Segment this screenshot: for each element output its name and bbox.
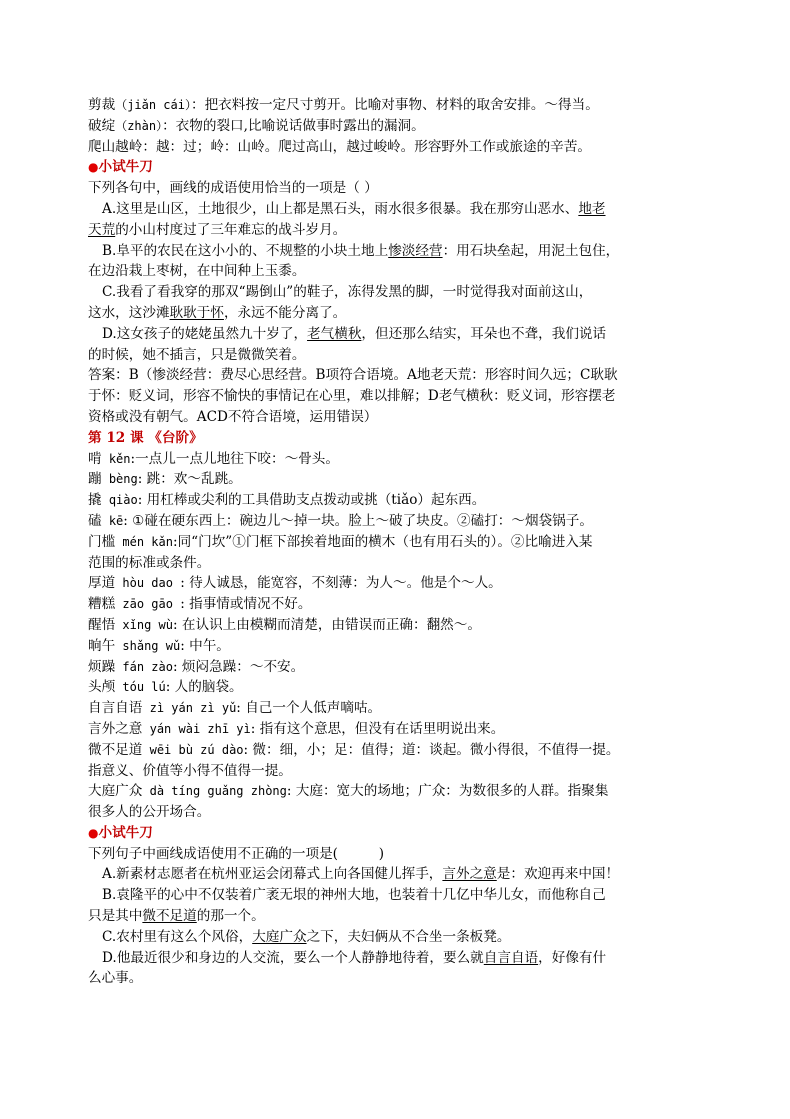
term-menkan-cont: 范围的标准或条件。 xyxy=(88,554,211,571)
quiz1-option-a-cont: 天荒的小山村度过了三年难忘的战斗岁月。 xyxy=(88,221,347,238)
underlined-idiom: 言外之意 xyxy=(442,866,497,883)
underlined-idiom: 自言自语 xyxy=(483,949,539,966)
lesson12-heading: 第 12 课 《台阶》 xyxy=(88,429,203,446)
quiz2-option-c: C.农村里有这么个风俗，大庭广众之下，夫妇俩从不合坐一条板凳。 xyxy=(102,928,511,945)
underlined-idiom: 天荒 xyxy=(88,221,116,238)
quiz1-option-b: B.阜平的农民在这小小的、不规整的小块土地上惨淡经营：用石块垒起，用泥土包住， xyxy=(102,242,620,259)
term-pashanyueling: 爬山越岭：越：过；岭：山岭。爬过高山，越过峻岭。形容野外工作或旅途的辛苦。 xyxy=(88,138,591,155)
term-datingguangzhong: 大庭广众 dà tíng guǎng zhòng: 大庭：宽大的场地；广众：为数很多的人群。指聚集 xyxy=(88,783,609,800)
quiz2-option-a: A.新素材志愿者在杭州亚运会闭幕式上向各国健儿挥手，言外之意是：欢迎再来中国！ xyxy=(102,866,620,883)
document-page xyxy=(88,95,718,989)
underlined-idiom: 耿耿于怀 xyxy=(169,304,224,321)
underlined-idiom: 惨淡经营 xyxy=(388,242,443,259)
red-dot-icon: ● xyxy=(88,825,99,840)
underlined-idiom: 微不足道 xyxy=(142,908,197,925)
term-houdao: 厚道 hòu dao : 待人诚恳，能宽容，不刻薄：为人～。他是个～人。 xyxy=(88,575,502,592)
term-ken: 啃 kěn:一点儿一点儿地往下咬：～骨头。 xyxy=(88,450,339,467)
quiz1-question: 下列各句中，画线的成语使用恰当的一项是（ ） xyxy=(88,180,378,197)
quiz1-option-d-cont: 的时候，她不插言，只是微微笑着。 xyxy=(88,346,306,363)
term-datingguangzhong-cont: 很多人的公开场合。 xyxy=(88,804,211,821)
quiz2-question: 下列句子中画线成语使用不正确的一项是( ) xyxy=(88,845,385,862)
underlined-idiom: 地老 xyxy=(578,200,606,217)
quiz1-answer-line-3: 资格或没有朝气。ACD不符合语境，运用错误） xyxy=(88,408,378,425)
term-xingwu: 醒悟 xǐng wù: 在认识上由模糊而清楚，由错误而正确：翻然～。 xyxy=(88,616,481,633)
term-qiao: 撬 qiào: 用杠棒或尖利的工具借助支点拨动或挑（tiǎo）起东西。 xyxy=(88,492,486,509)
quiz1-option-a: A.这里是山区，土地很少，山上都是黑石头，雨水很多很暴。我在那穷山恶水、地老 xyxy=(102,200,606,217)
quiz1-heading: ●小试牛刀 xyxy=(88,159,153,176)
quiz2-option-b: B.袁隆平的心中不仅装着广袤无垠的神州大地，也装着十几亿中华儿女，而他称自己 xyxy=(102,887,606,904)
term-beng: 蹦 bèng: 跳：欢～乱跳。 xyxy=(88,471,242,488)
underlined-idiom: 大庭广众 xyxy=(252,928,307,945)
red-dot-icon: ● xyxy=(88,160,99,175)
quiz1-option-b-cont: 在边沿栽上枣树，在中间种上玉黍。 xyxy=(88,263,306,280)
term-jiancai: 剪裁（jiǎn cái）：把衣料按一定尺寸剪开。比喻对事物、材料的取舍安排。～得当。 xyxy=(88,97,599,113)
term-weibuzudao-cont: 指意义、价值等小得不值得一提。 xyxy=(88,762,292,779)
quiz2-heading: ●小试牛刀 xyxy=(88,824,153,841)
term-weibuzudao: 微不足道 wēi bù zú dào: 微：细，小；足：值得；道：谈起。微小得很，不值得一提。 xyxy=(88,741,620,758)
quiz2-option-d: D.他最近很少和身边的人交流，要么一个人静静地待着，要么就自言自语，好像有什 xyxy=(102,949,607,966)
quiz1-option-c-cont: 这水，这沙滩耿耿于怀，永远不能分离了。 xyxy=(88,304,347,321)
quiz2-option-b-cont: 只是其中微不足道的那一个。 xyxy=(88,908,265,925)
quiz1-option-c: C.我看了看我穿的那双“踢倒山”的鞋子，冻得发黑的脚，一时觉得我对面前这山， xyxy=(102,284,593,301)
term-yanwaizhiyi: 言外之意 yán wài zhī yì: 指有这个意思，但没有在话里明说出来。 xyxy=(88,720,505,737)
term-ke: 磕 kē: ①碰在硬东西上：碗边儿～掉一块。脸上～破了块皮。②磕打：～烟袋锅子。 xyxy=(88,512,593,529)
quiz1-answer-line-1: 答案：B（惨淡经营：费尽心思经营。B项符合语境。A地老天荒：形容时间久远；C耿耿 xyxy=(88,367,618,384)
term-fanzao: 烦躁 fán zào: 烦闷急躁：～不安。 xyxy=(88,658,305,675)
quiz2-option-d-cont: 么心事。 xyxy=(88,970,143,987)
term-zaogao: 糟糕 zāo gāo : 指事情或情况不好。 xyxy=(88,596,312,613)
term-pozhan: 破绽（zhàn）：衣物的裂口,比喻说话做事时露出的漏洞。 xyxy=(88,117,425,134)
underlined-idiom: 老气横秋 xyxy=(307,325,362,342)
quiz1-option-d: D.这女孩子的姥姥虽然九十岁了，老气横秋，但还那么结实，耳朵也不聋，我们说话 xyxy=(102,325,607,342)
term-shangwu: 晌午 shǎng wǔ: 中午。 xyxy=(88,637,230,654)
term-toulu: 头颅 tóu lú: 人的脑袋。 xyxy=(88,679,243,696)
term-ziyanziyu: 自言自语 zì yán zì yǔ: 自己一个人低声嘀咕。 xyxy=(88,700,382,717)
quiz1-answer-line-2: 于怀：贬义词，形容不愉快的事情记在心里，难以排解；D老气横秋：贬义词，形容摆老 xyxy=(88,388,616,405)
term-menkan: 门槛 mén kǎn:同“门坎”①门框下部挨着地面的横木（也有用石头的）。②比喻进入某 xyxy=(88,533,593,550)
